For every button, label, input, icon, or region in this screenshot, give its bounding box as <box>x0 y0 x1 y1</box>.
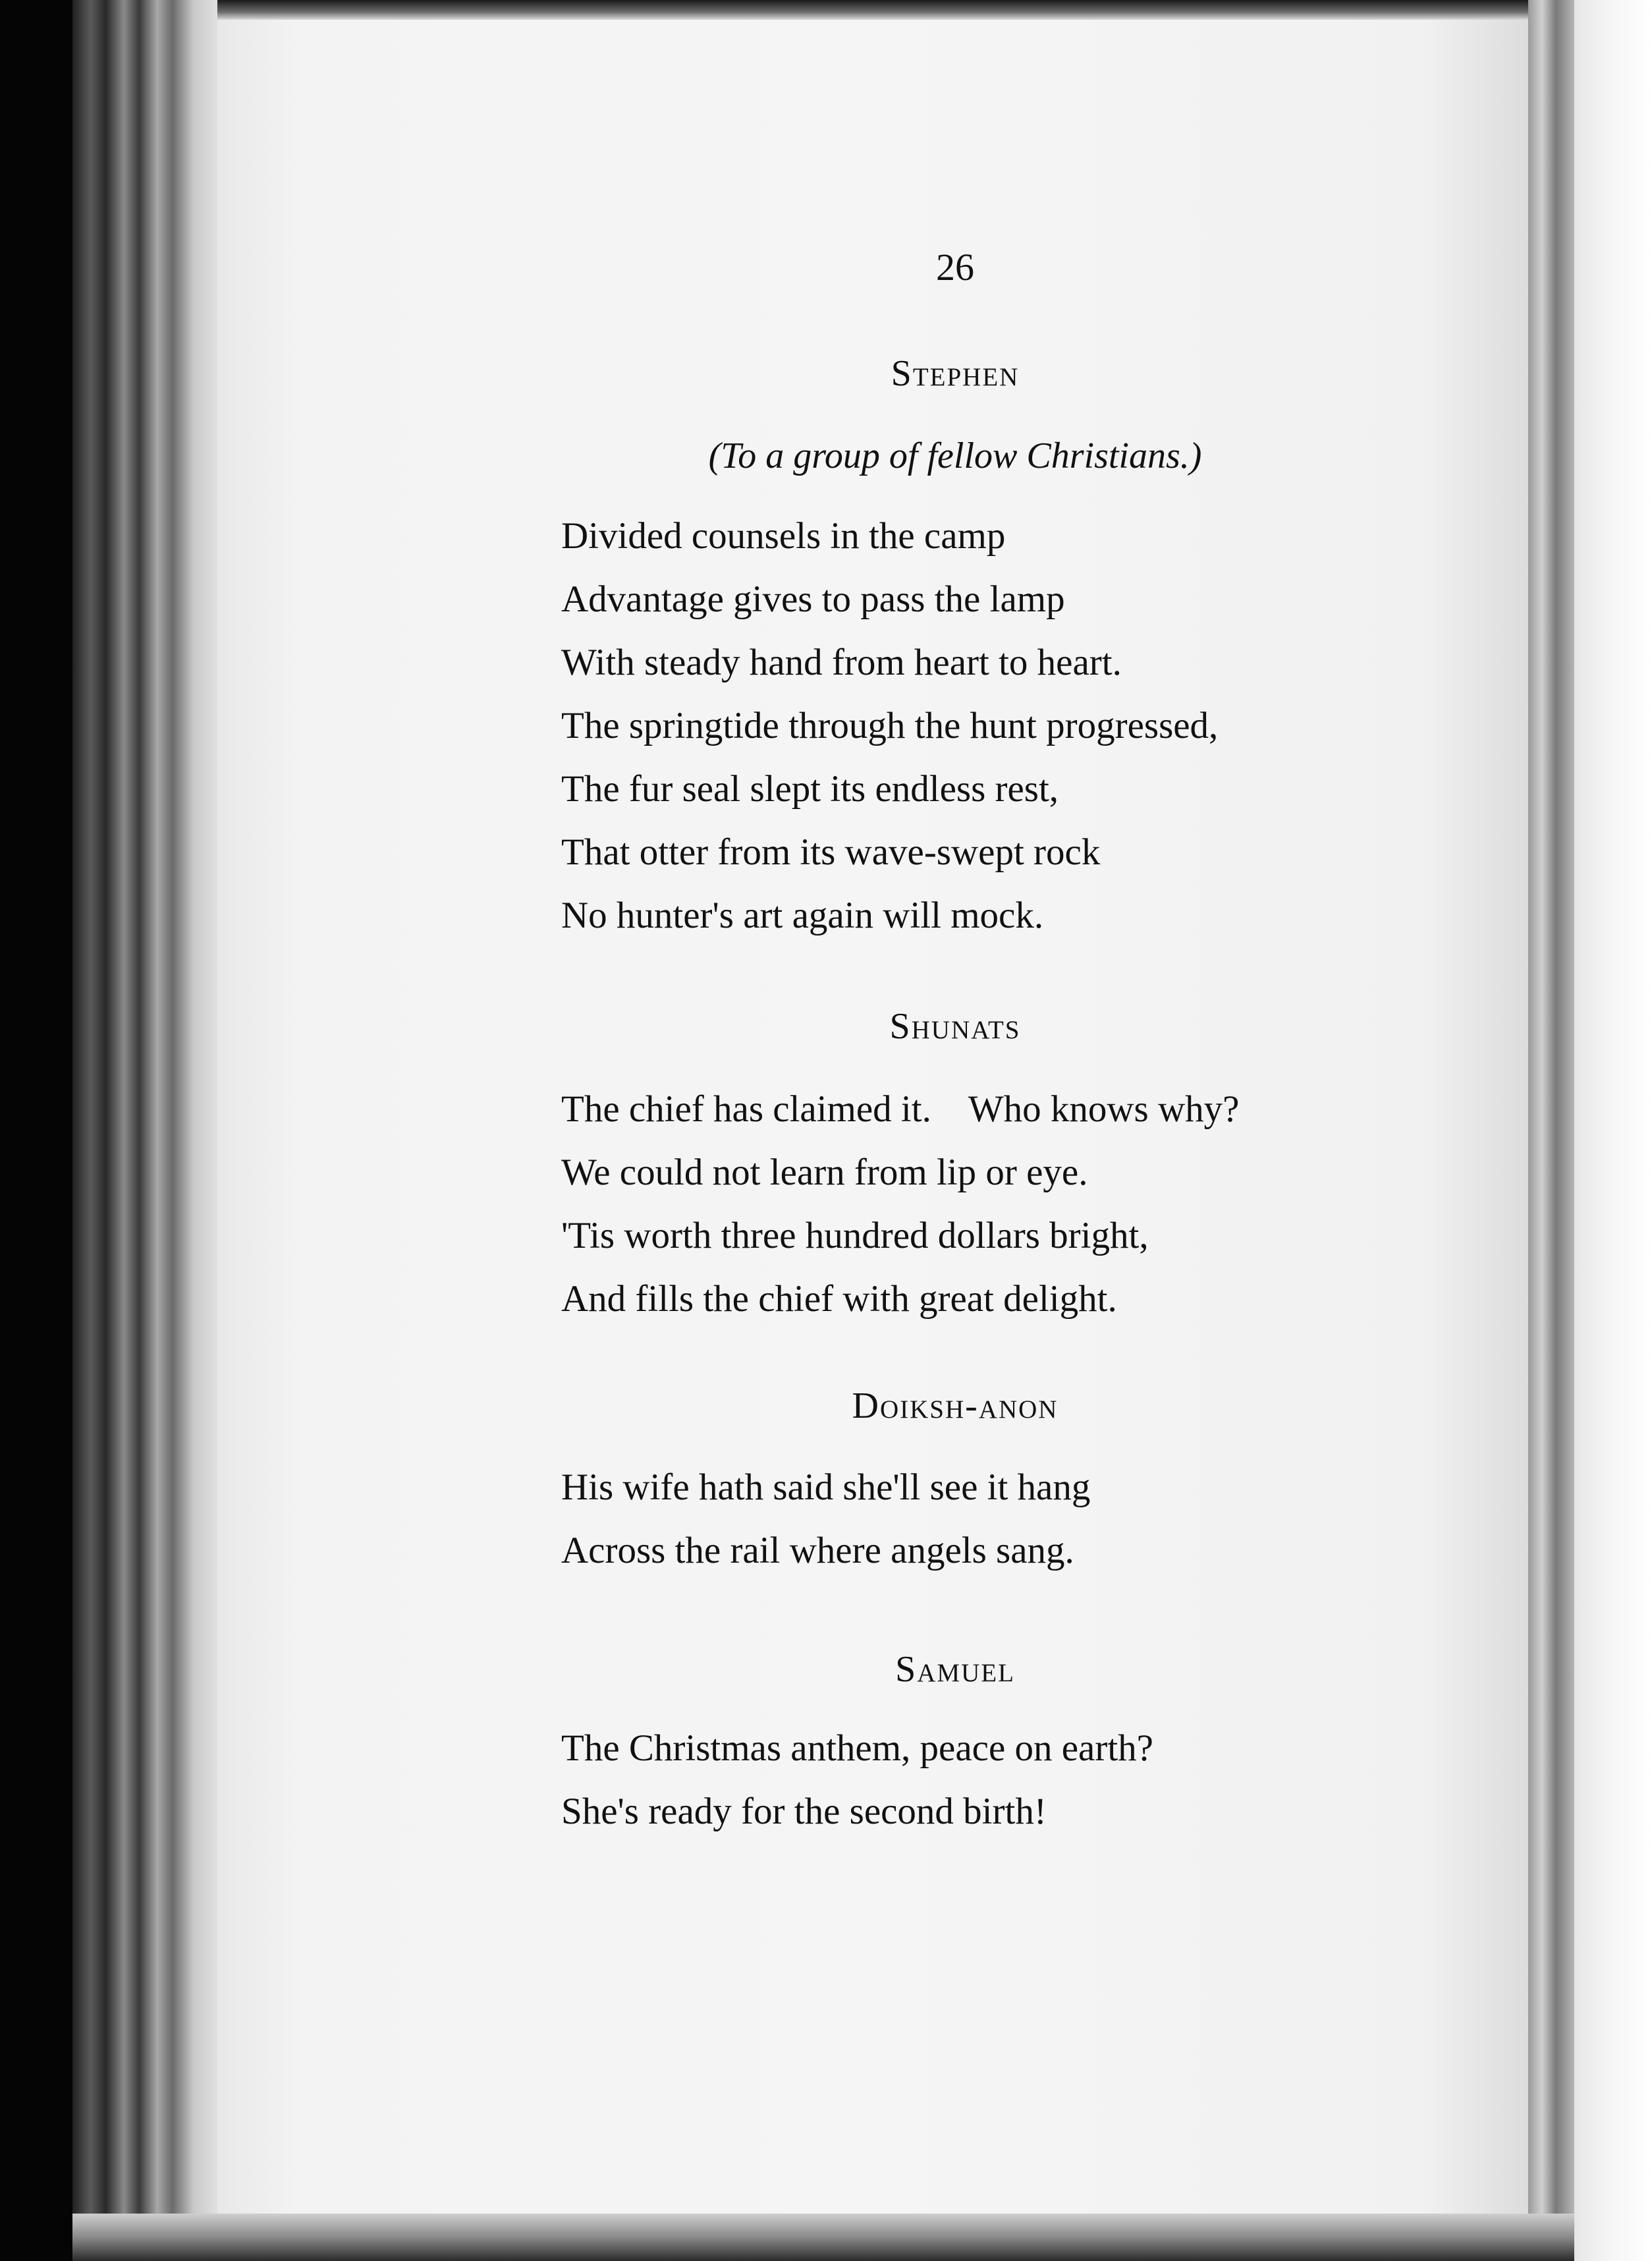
section-subtitle-stephen: (To a group of fellow Christians.) <box>708 435 1202 476</box>
verse-samuel <box>561 1717 1153 1843</box>
verse-line: And fills the chief with great delight. <box>561 1278 1117 1320</box>
verse-line: Advantage gives to pass the lamp <box>561 578 1065 620</box>
verse-line: The fur seal slept its endless rest, <box>561 768 1059 810</box>
verse-line: She's ready for the second birth! <box>561 1791 1047 1832</box>
verse-line: Across the rail where angels sang. <box>561 1530 1074 1571</box>
verse-shunats <box>561 1078 1239 1331</box>
book-spine-right <box>1528 0 1574 2261</box>
section-heading-samuel: Samuel <box>895 1649 1015 1690</box>
scan-border-bottom <box>72 2214 1574 2261</box>
scan-border-top <box>217 0 1528 20</box>
verse-line: The Christmas anthem, peace on earth? <box>561 1727 1153 1769</box>
section-heading-shunats: Shunats <box>889 1006 1021 1047</box>
section-heading-doiksh-anon: Doiksh-anon <box>852 1385 1059 1426</box>
scan-border-left <box>0 0 72 2261</box>
verse-doiksh-anon <box>561 1456 1090 1582</box>
book-binding-edge <box>72 0 224 2261</box>
verse-line: With steady hand from heart to heart. <box>561 642 1122 683</box>
verse-line: 'Tis worth three hundred dollars bright, <box>561 1215 1149 1256</box>
verse-line: The chief has claimed it. Who knows why? <box>561 1088 1240 1130</box>
verse-line: No hunter's art again will mock. <box>561 895 1044 936</box>
verse-line: That otter from its wave-swept rock <box>561 831 1101 873</box>
verse-line: We could not learn from lip or eye. <box>561 1152 1088 1193</box>
verse-line: The springtide through the hunt progressed, <box>561 705 1219 746</box>
verse-line: Divided counsels in the camp <box>561 515 1006 557</box>
verse-stephen <box>561 505 1218 947</box>
verse-line: His wife hath said she'll see it hang <box>561 1466 1091 1508</box>
section-heading-stephen: Stephen <box>891 353 1020 394</box>
page-number: 26 <box>936 246 974 289</box>
facing-page-edge <box>1574 0 1652 2261</box>
